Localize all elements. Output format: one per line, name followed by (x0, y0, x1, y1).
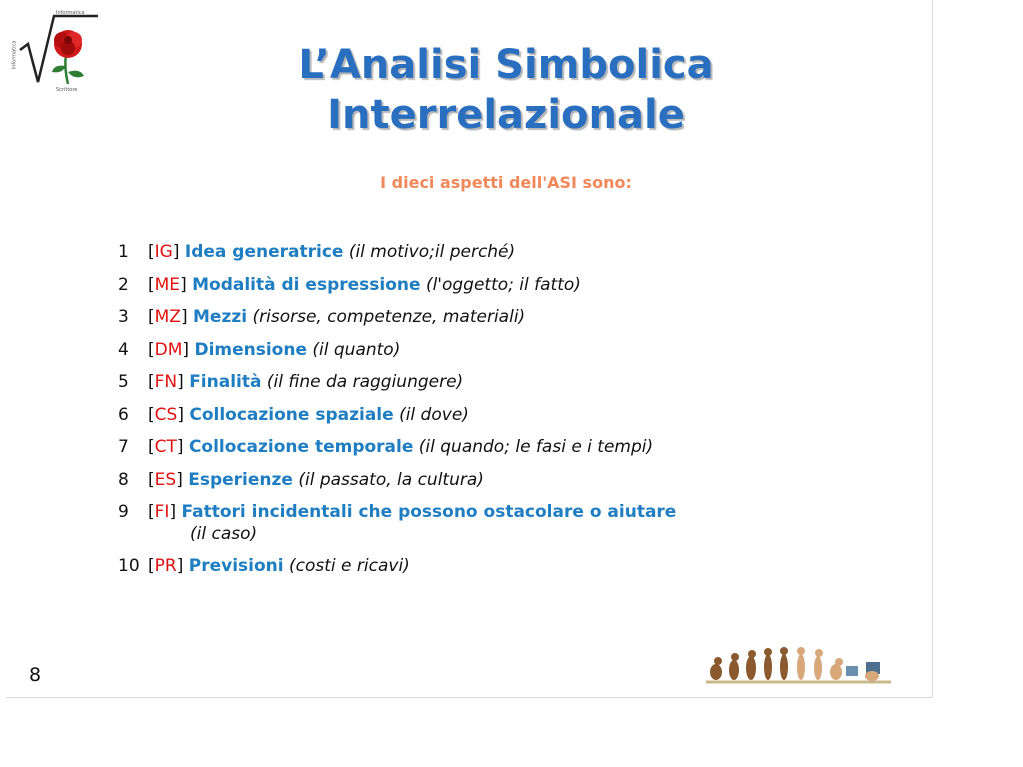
logo-bottom-text: Scrittore (56, 87, 78, 93)
page-number: 8 (29, 664, 42, 686)
human-evolution-icon (706, 646, 891, 686)
subtitle: I dieci aspetti dell'ASI sono: (380, 173, 632, 192)
list-item: 7 [CT] Collocazione temporale (il quando; le fasi e i tempi) (118, 437, 654, 457)
item-code: FN (154, 372, 178, 392)
item-code: FI (154, 502, 170, 522)
item-code: MZ (154, 307, 181, 327)
item-code: CS (154, 404, 178, 425)
page-title (186, 40, 826, 140)
item-number: 7 (118, 437, 129, 457)
logo-side-text: Informatica (11, 40, 18, 70)
item-name: Mezzi (193, 307, 248, 327)
list-item: 6 [CS] Collocazione spaziale (il dove) (118, 404, 469, 425)
item-number: 6 (118, 404, 129, 425)
item-number: 5 (118, 372, 129, 392)
item-number: 8 (118, 469, 129, 490)
item-desc: (il motivo;il perché) (348, 242, 516, 262)
item-code: IG (154, 242, 173, 262)
list-item: 2 [ME] Modalità di espressione (l'oggetto; il fatto) (118, 274, 581, 295)
item-code: DM (154, 339, 183, 360)
title-line-2: Interrelazionale (327, 92, 685, 138)
list-item: 5 [FN] Finalità (il fine da raggiungere) (118, 372, 464, 392)
item-number: 4 (118, 339, 129, 360)
list-item: 1 [IG] Idea generatrice (il motivo;il perché) (118, 242, 516, 262)
item-desc: (il passato, la cultura) (298, 469, 484, 490)
item-desc: (il dove) (399, 404, 469, 425)
item-desc: (il fine da raggiungere) (266, 372, 464, 392)
item-desc: (il caso) (190, 524, 258, 544)
item-name: Esperienze (188, 469, 293, 490)
list-item: 9 [FI] Fattori incidentali che possono ostacolare o aiutare (il caso) (118, 501, 878, 555)
logo (11, 10, 102, 96)
item-name: Idea generatrice (184, 242, 344, 262)
item-desc: (risorse, competenze, materiali) (252, 307, 526, 327)
list-item: 8 [ES] Esperienze (il passato, la cultura) (118, 469, 484, 490)
slide (6, 0, 933, 698)
evolution-illustration (706, 646, 891, 686)
list-item: 10 [PR] Previsioni (costi e ricavi) (118, 556, 410, 576)
item-desc: (l'oggetto; il fatto) (425, 274, 581, 295)
aspects-list (118, 241, 878, 588)
item-number: 3 (118, 307, 129, 327)
item-number: 9 (118, 502, 129, 522)
item-desc: (il quanto) (312, 339, 401, 360)
item-name: Collocazione spaziale (189, 404, 394, 425)
item-code: ME (154, 274, 181, 295)
item-name: Finalità (189, 372, 262, 392)
item-number: 1 (118, 242, 129, 262)
list-item: 3 [MZ] Mezzi (risorse, competenze, materiali) (118, 307, 526, 327)
item-desc: (il quando; le fasi e i tempi) (418, 437, 654, 457)
logo-top-text: Informatica (56, 10, 85, 16)
item-number: 2 (118, 274, 129, 295)
item-code: CT (154, 437, 177, 457)
item-desc: (costi e ricavi) (289, 556, 410, 576)
rose-logo-icon (18, 10, 102, 96)
item-name: Dimensione (194, 339, 307, 360)
title-line-1: L’Analisi Simbolica (298, 42, 714, 88)
item-name: Modalità di espressione (192, 274, 421, 295)
item-name: Previsioni (188, 556, 284, 576)
item-code: ES (154, 469, 177, 490)
item-name: Collocazione temporale (188, 437, 414, 457)
item-number: 10 (118, 556, 140, 576)
item-name: Fattori incidentali che possono ostacolare o aiutare (181, 502, 677, 522)
list-item: 4 [DM] Dimensione (il quanto) (118, 339, 401, 360)
item-code: PR (154, 556, 177, 576)
